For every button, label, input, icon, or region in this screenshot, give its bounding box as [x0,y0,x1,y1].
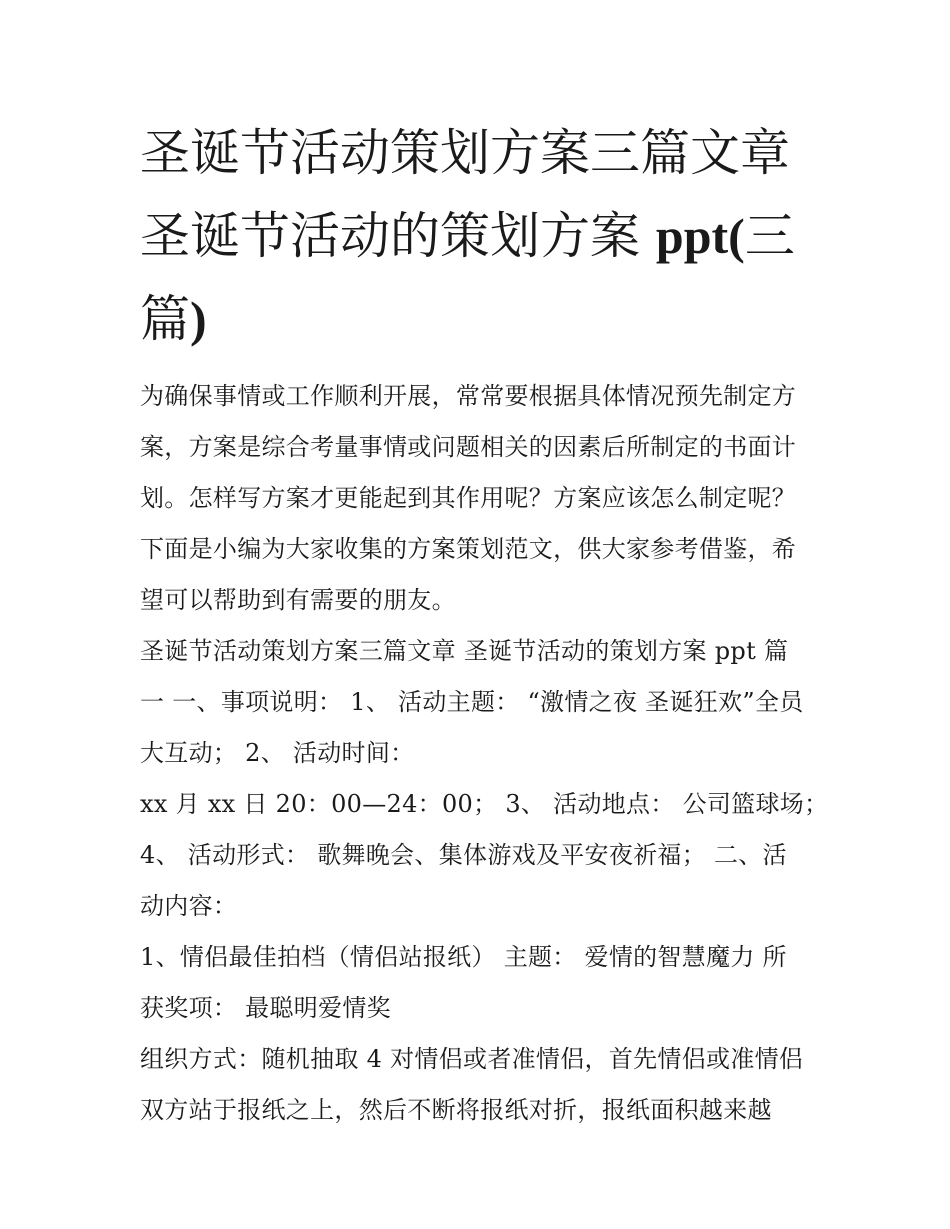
body-line: 圣诞节活动策划方案三篇文章 圣诞节活动的策划方案 ppt 篇 [140,637,789,665]
body-line: 划。怎样写方案才更能起到其作用呢？方案应该怎么制定呢？ [140,484,797,512]
body-line: 4、 活动形式： 歌舞晚会、集体游戏及平安夜祈福； 二、活 [140,841,787,869]
body-line: 为确保事情或工作顺利开展，常常要根据具体情况预先制定方 [140,382,797,410]
body-line: 望可以帮助到有需要的朋友。 [140,586,456,614]
title-line-2: 圣诞节活动的策划方案 ppt(三 [140,207,795,265]
body-line: 动内容： [140,892,238,920]
document-body [140,371,829,1136]
body-line: 获奖项： 最聪明爱情奖 [140,994,391,1022]
body-line: 下面是小编为大家收集的方案策划范文，供大家参考借鉴，希 [140,535,797,563]
body-line: 案，方案是综合考量事情或问题相关的因素后所制定的书面计 [140,433,797,461]
document-page [140,112,829,1136]
body-line: 大互动； 2、 活动时间： [140,739,415,767]
document-title [140,112,820,361]
body-line: 一 一、事项说明： 1、 活动主题： “激情之夜 圣诞狂欢”全员 [140,688,804,716]
body-line: 组织方式：随机抽取 4 对情侣或者准情侣，首先情侣或准情侣 [140,1045,804,1073]
body-line: 双方站于报纸之上，然后不断将报纸对折，报纸面积越来越 [140,1096,772,1124]
body-line: xx 月 xx 日 20：00—24：00； 3、 活动地点： 公司篮球场； [140,790,829,818]
body-line: 1、情侣最佳拍档（情侣站报纸） 主题： 爱情的智慧魔力 所 [140,943,787,971]
title-line-3: 篇) [140,290,207,348]
title-line-1: 圣诞节活动策划方案三篇文章 [140,124,790,182]
